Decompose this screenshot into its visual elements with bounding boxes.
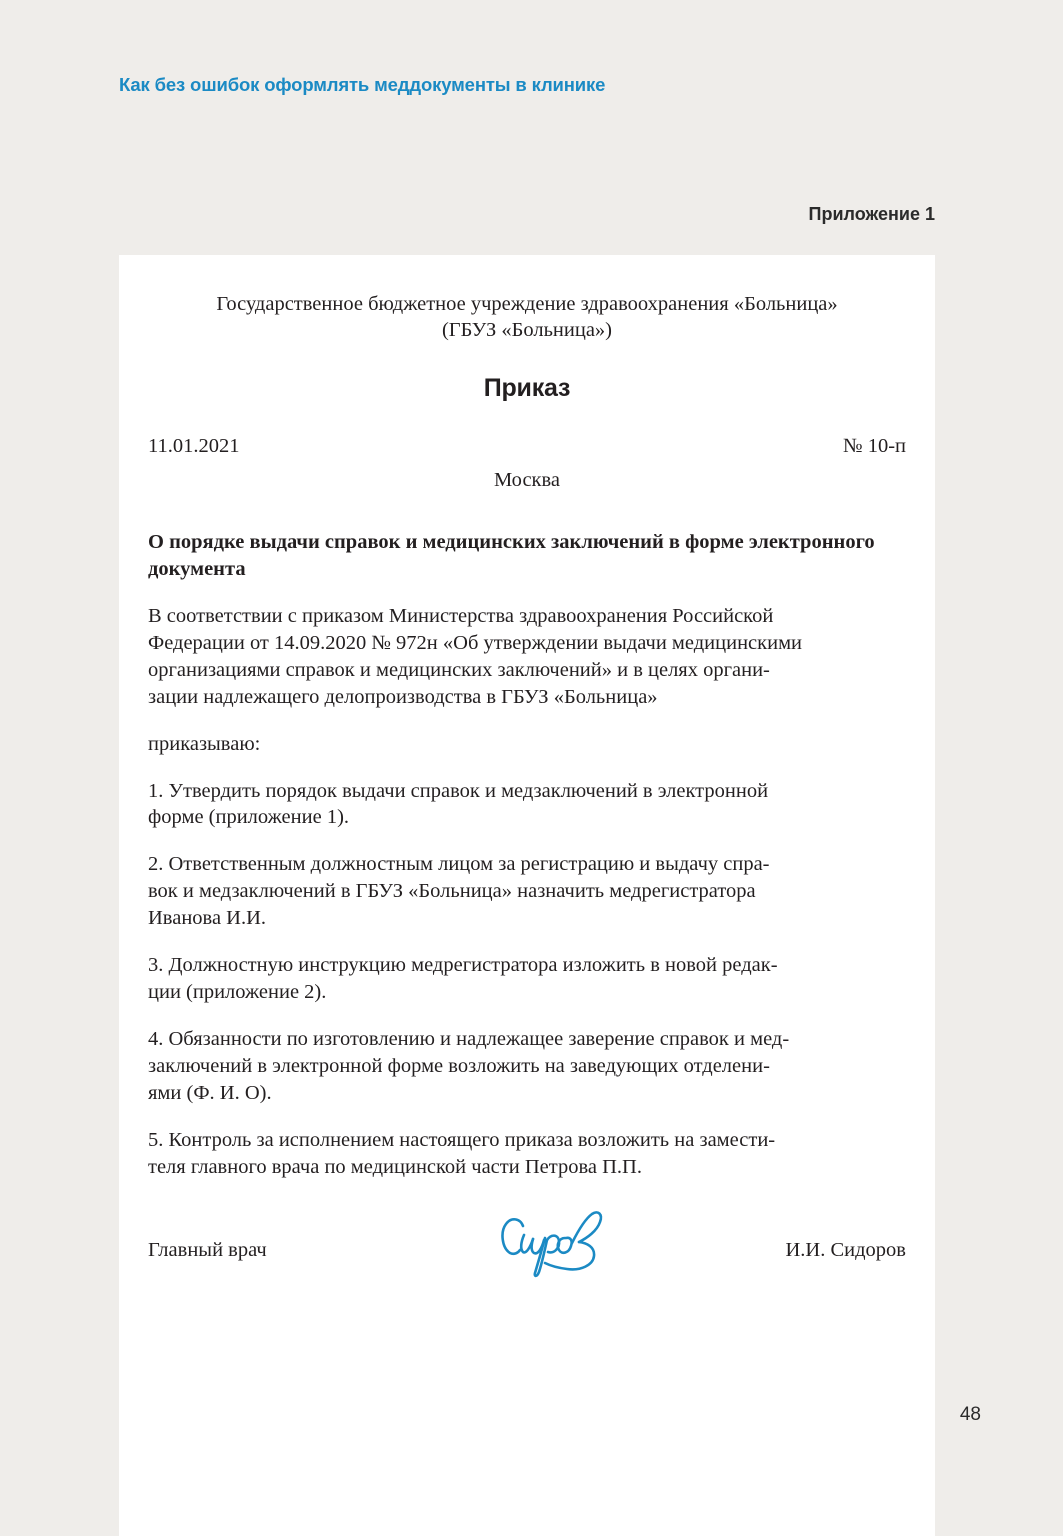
- page-number: 48: [959, 1404, 981, 1425]
- clause-3: [148, 952, 906, 1006]
- clause-2-line-3: Иванова И.И.: [148, 907, 267, 930]
- clause-5-line-2: теля главного врача по медицинской части Петрова П.П.: [148, 1156, 642, 1178]
- clause-5: [148, 1127, 906, 1181]
- document-card: [119, 255, 935, 1536]
- clause-4-line-3: ями (Ф. И. О).: [148, 1082, 272, 1105]
- order-title: [148, 529, 906, 582]
- clause-1: [148, 778, 906, 832]
- clause-1-line-1: 1. Утвердить порядок выдачи справок и медзаключений в электронной: [148, 779, 769, 802]
- clause-3-line-2: ции (приложение 2).: [148, 981, 327, 1004]
- order-word: приказываю:: [148, 732, 261, 755]
- handwritten-signature-icon: [493, 1205, 611, 1281]
- order-title-line-2: электронного документа: [148, 531, 875, 581]
- appendix-label: Приложение 1: [808, 204, 935, 224]
- order-title-line-1: О порядке выдачи справок и медицинских заключений в форме: [148, 531, 744, 554]
- organization-name: [148, 291, 906, 343]
- signature-row: [148, 1239, 906, 1262]
- document-date: 11.01.2021: [148, 435, 240, 458]
- document-kind-heading: Приказ: [483, 374, 571, 403]
- clause-2-line-2: вок и медзаключений в ГБУЗ «Больница» назначить медрегистратора: [148, 880, 756, 903]
- preamble-line-1: В соответствии с приказом Министерства здравоохранения Российской: [148, 604, 774, 627]
- clause-2: [148, 851, 906, 932]
- signatory-name: И.И. Сидоров: [785, 1238, 906, 1261]
- document-meta-row: [148, 435, 906, 458]
- signatory-position: Главный врач: [148, 1238, 267, 1261]
- preamble-paragraph: [148, 603, 906, 711]
- preamble-line-2: Федерации от 14.09.2020 № 972н «Об утверждении выдачи медицинскими: [148, 631, 803, 654]
- organization-name-line-2: (ГБУЗ «Больница»): [441, 319, 613, 342]
- clause-2-line-1: 2. Ответственным должностным лицом за регистрацию и выдачу спра-: [148, 853, 770, 876]
- clause-3-line-1: 3. Должностную инструкцию медрегистратора изложить в новой редак-: [148, 954, 778, 977]
- clause-4-line-2: заключений в электронной форме возложить на заведующих отделени-: [148, 1055, 770, 1078]
- clause-1-line-2: форме (приложение 1).: [148, 806, 350, 829]
- document-body: [148, 255, 906, 1262]
- clause-4: [148, 1026, 906, 1107]
- organization-name-line-1: Государственное бюджетное учреждение здравоохранения «Больница»: [216, 293, 838, 315]
- document-city: Москва: [493, 469, 561, 492]
- running-head: Как без ошибок оформлять меддокументы в клинике: [119, 74, 606, 95]
- preamble-line-4: зации надлежащего делопроизводства в ГБУЗ «Больница»: [148, 685, 658, 708]
- preamble-line-3: организациями справок и медицинских заключений» и в целях органи-: [148, 658, 770, 681]
- clause-5-line-1: 5. Контроль за исполнением настоящего приказа возложить на замести-: [148, 1129, 776, 1152]
- document-number: № 10-п: [843, 435, 906, 458]
- clause-4-line-1: 4. Обязанности по изготовлению и надлежащее заверение справок и мед-: [148, 1028, 790, 1051]
